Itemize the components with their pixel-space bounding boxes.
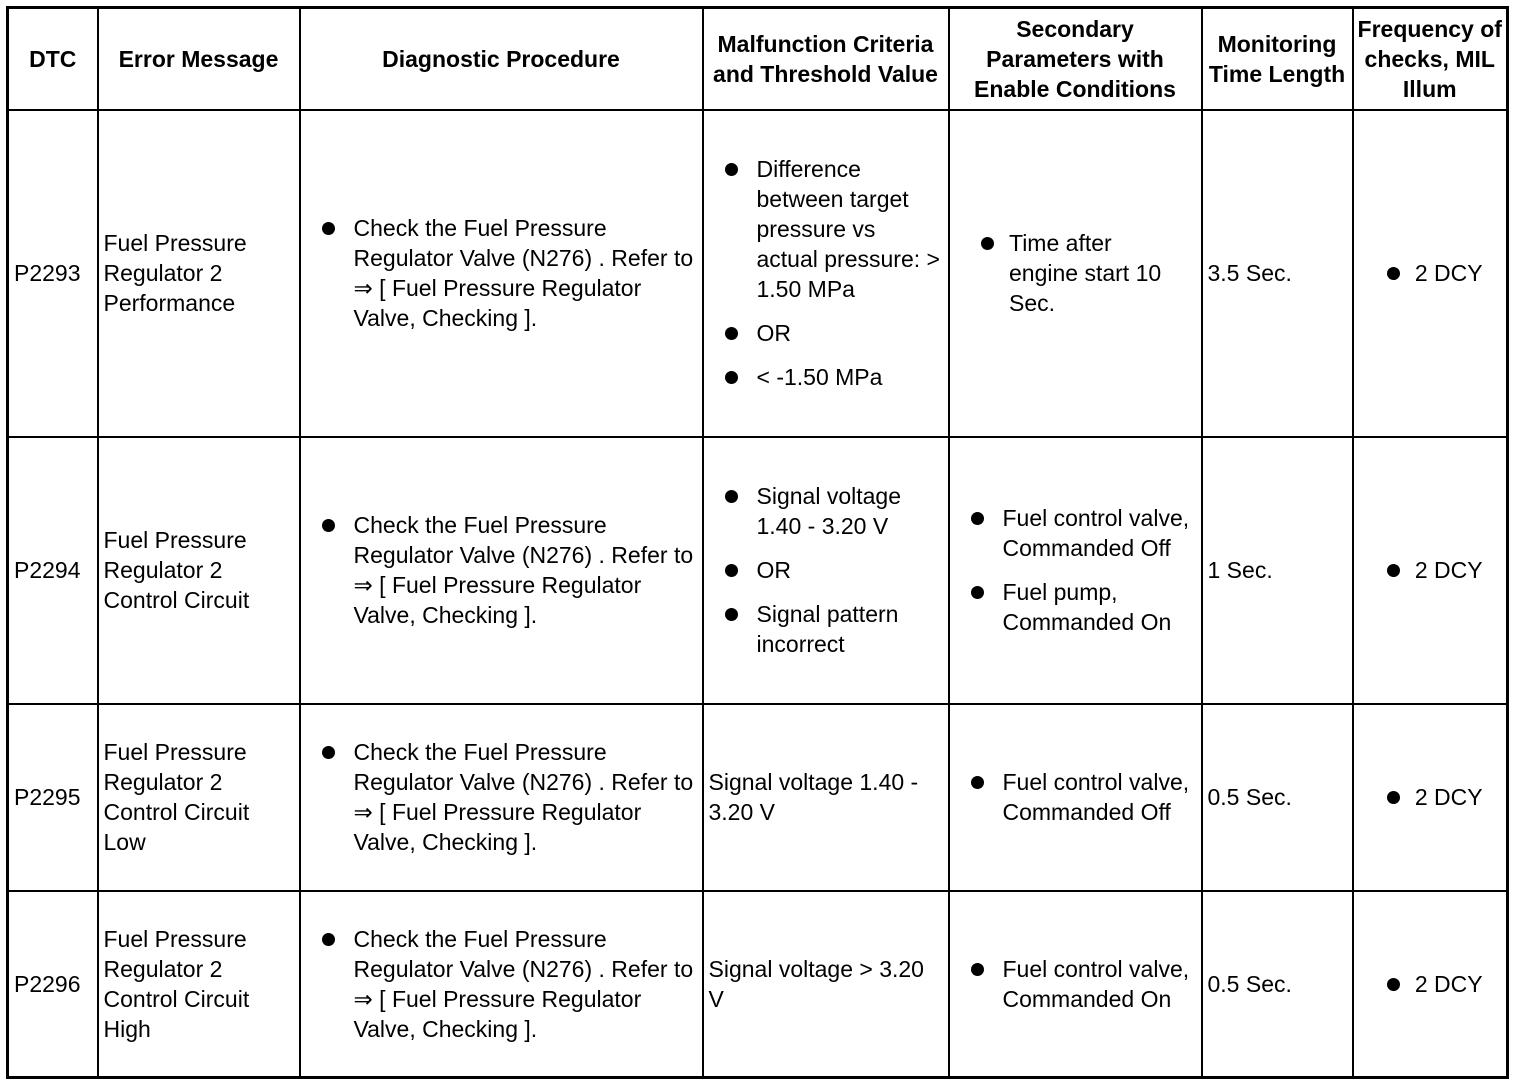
- header-diagnostic-procedure: Diagnostic Procedure: [300, 8, 703, 110]
- secondary-parameters: [949, 437, 1202, 704]
- frequency: [1353, 891, 1508, 1078]
- table-row: [8, 704, 1508, 891]
- table-row: [8, 891, 1508, 1078]
- dtc-code: P2295: [8, 704, 98, 891]
- criteria-item: Difference between target pressure vs actual pressure: > 1.50 MPa: [709, 154, 943, 304]
- table-row: [8, 110, 1508, 437]
- procedure-item: Check the Fuel Pressure Regulator Valve (N276) . Refer to ⇒ [ Fuel Pressure Regulator Valve, Checking ].: [306, 510, 697, 630]
- criteria-item: OR: [709, 555, 943, 585]
- monitoring-time: 3.5 Sec.: [1202, 110, 1353, 437]
- header-error-message: Error Message: [98, 8, 300, 110]
- frequency-item: 2 DCY: [1377, 555, 1483, 585]
- malfunction-criteria: [703, 437, 949, 704]
- secondary-parameters: [949, 110, 1202, 437]
- secondary-item: Fuel pump, Commanded On: [955, 577, 1196, 637]
- criteria-item: Signal pattern incorrect: [709, 599, 943, 659]
- secondary-parameters: [949, 891, 1202, 1078]
- header-dtc: DTC: [8, 8, 98, 110]
- criteria-item: < -1.50 MPa: [709, 362, 943, 392]
- procedure-item: Check the Fuel Pressure Regulator Valve (N276) . Refer to ⇒ [ Fuel Pressure Regulator Valve, Checking ].: [306, 924, 697, 1044]
- dtc-code: P2294: [8, 437, 98, 704]
- malfunction-criteria: Signal voltage > 3.20 V: [703, 891, 949, 1078]
- secondary-parameters: [949, 704, 1202, 891]
- frequency: [1353, 704, 1508, 891]
- frequency: [1353, 437, 1508, 704]
- dtc-table: [6, 6, 1509, 1079]
- table-row: [8, 437, 1508, 704]
- error-message: Fuel Pressure Regulator 2 Control Circuit: [98, 437, 300, 704]
- frequency-item: 2 DCY: [1377, 969, 1483, 999]
- diagnostic-procedure: [300, 437, 703, 704]
- diagnostic-procedure: [300, 110, 703, 437]
- error-message: Fuel Pressure Regulator 2 Control Circuit Low: [98, 704, 300, 891]
- secondary-item: Fuel control valve, Commanded On: [955, 954, 1196, 1014]
- monitoring-time: 0.5 Sec.: [1202, 891, 1353, 1078]
- dtc-code: P2296: [8, 891, 98, 1078]
- frequency-item: 2 DCY: [1377, 258, 1483, 288]
- procedure-item: Check the Fuel Pressure Regulator Valve (N276) . Refer to ⇒ [ Fuel Pressure Regulator Valve, Checking ].: [306, 737, 697, 857]
- header-frequency: Frequency of checks, MIL Illum: [1353, 8, 1508, 110]
- malfunction-criteria: [703, 110, 949, 437]
- malfunction-criteria: Signal voltage 1.40 - 3.20 V: [703, 704, 949, 891]
- header-secondary-parameters: Secondary Parameters with Enable Conditions: [949, 8, 1202, 110]
- criteria-item: OR: [709, 318, 943, 348]
- frequency-item: 2 DCY: [1377, 782, 1483, 812]
- monitoring-time: 0.5 Sec.: [1202, 704, 1353, 891]
- secondary-item: Fuel control valve, Commanded Off: [955, 503, 1196, 563]
- procedure-item: Check the Fuel Pressure Regulator Valve (N276) . Refer to ⇒ [ Fuel Pressure Regulator Valve, Checking ].: [306, 213, 697, 333]
- error-message: Fuel Pressure Regulator 2 Performance: [98, 110, 300, 437]
- diagnostic-procedure: [300, 704, 703, 891]
- header-malfunction-criteria: Malfunction Criteria and Threshold Value: [703, 8, 949, 110]
- error-message: Fuel Pressure Regulator 2 Control Circuit High: [98, 891, 300, 1078]
- diagnostic-procedure: [300, 891, 703, 1078]
- criteria-item: Signal voltage 1.40 - 3.20 V: [709, 481, 943, 541]
- secondary-item: Time after engine start 10 Sec.: [971, 228, 1179, 318]
- secondary-item: Fuel control valve, Commanded Off: [955, 767, 1196, 827]
- header-row: [8, 8, 1508, 110]
- monitoring-time: 1 Sec.: [1202, 437, 1353, 704]
- frequency: [1353, 110, 1508, 437]
- header-monitoring-time: Monitoring Time Length: [1202, 8, 1353, 110]
- dtc-code: P2293: [8, 110, 98, 437]
